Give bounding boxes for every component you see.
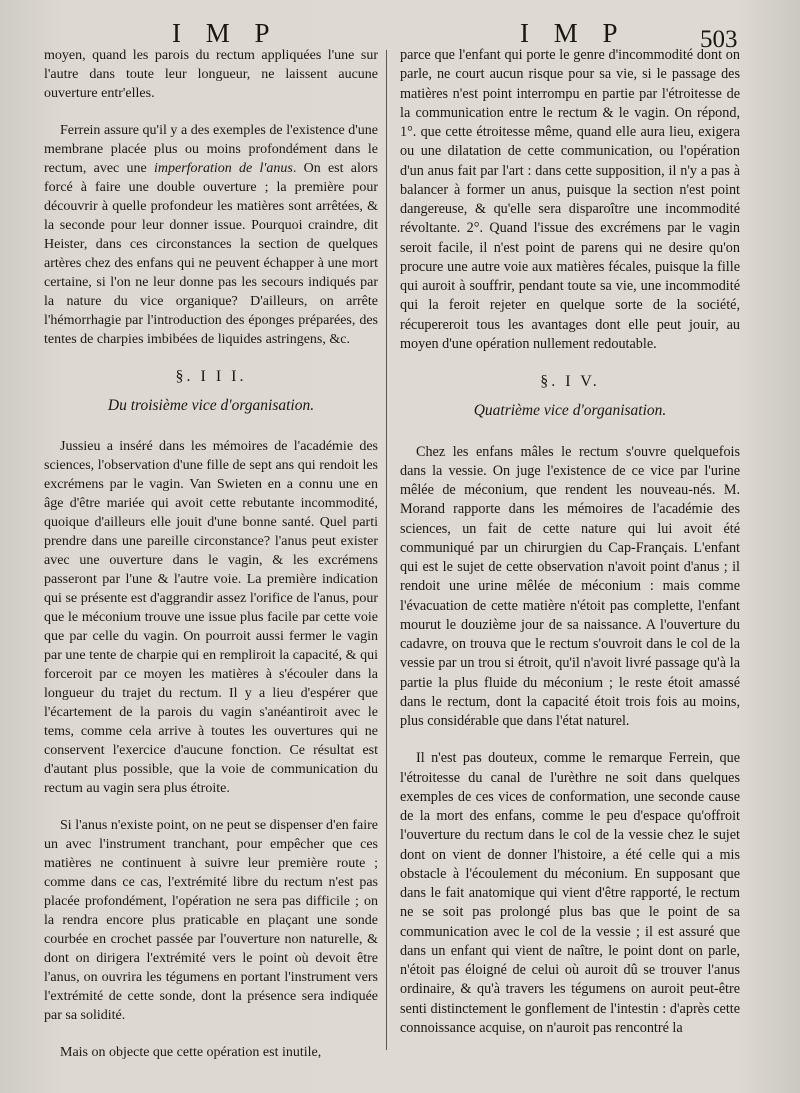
paragraph: moyen, quand les parois du rectum appliquées l'une sur l'autre dans toute leur longueur, ne laissent aucune ouverture entr'elles. (44, 48, 378, 101)
paragraph: Il n'est pas douteux, comme le remarque Ferrein, que l'étroitesse du canal de l'urèthre ne soit dans quelques exemples de ces vices de conformation, une seconde cause de la mort des enfans, comme le peu d'espace qu'offroit l'ouverture du rectum dans le col de la vessie chez le sujet dont on vient de donner l'histoire, a été celle qui a mis obstacle à l'écoulement du méconium. En supposant que dans le fait anatomique qui vient d'être rapporté, le rectum ne se soit pas prolongé plus bas que le point de sa communication avec le col de la vessie ; il est assuré que dans un enfant qui vient de naître, le point dont on parle, n'étoit pas éloigné de celui où auroit dû se trouver l'anus ordinaire, & qu'à travers les tégumens on auroit peut-être senti distinctement le gonflement de l'intestin : d'après cette connoissance acquise, on n'auroit pas rencontré la (400, 750, 740, 1036)
right-column (400, 46, 740, 1056)
section-number: §. I V. (540, 373, 600, 390)
running-head-left: I M P (172, 18, 279, 48)
paragraph: Si l'anus n'existe point, on ne peut se dispenser d'en faire un avec l'instrument tranchant, pour empêcher que ces matières ne continuent à suivre leur première route ; comme dans ce cas, l'extrémité libre du rectum n'est pas placée profondément, l'opération ne sera pas difficile ; on la rendra encore plus praticable en plaçant une sonde courbée en crochet passée par l'ouverture non naturelle, & dont on dirigera l'extrémité vers le point où devoit être l'anus, on ouvrira les tégumens en portant l'instrument vers l'extrémité de cette sonde, dont la présence sera indiquée par sa solidité. (44, 818, 378, 1023)
paragraph: Ferrein assure qu'il y a des exemples de l'existence d'une membrane placée plus ou moins profondément dans le rectum, avec une imperforation de l'anus. On est alors forcé à faire une double ouverture ; la première pour découvrir à quelle profondeur les matières sont arrêtées, & la seconde pour leur donner issue. Pourquoi craindre, dit Heister, dans ces circonstances la section de quelques artères chez des enfans qui ne peuvent échapper à une mort certaine, si l'on ne leur donne pas les secours indiqués par la nature du vice organique? D'ailleurs, on arrête l'hémorrhagie par l'introduction des éponges préparées, des tentes de charpies imbibées de liquides astringens, &c. (44, 123, 378, 347)
column-divider (386, 50, 387, 1050)
page-number: 503 (700, 26, 738, 53)
section-title: Du troisième vice d'organisation. (107, 397, 315, 414)
emphasis: imperforation de l'anus (154, 161, 293, 176)
section-title: Quatrième vice d'organisation. (473, 402, 667, 420)
section-number: §. I I I. (175, 368, 247, 385)
paragraph: parce que l'enfant qui porte le genre d'incommodité dont on parle, ne court aucun risque pour sa vie, si le passage des matières n'est point interrompu en partie par l'étroitesse de la communication entre le rectum & le vagin. On répond, 1°. que cette étroitesse même, quand elle aura lieu, exigera ou une dilatation de cette communication, ou l'opération d'un anus fait par l'art : dans cette supposition, il n'y a pas à balancer à former un anus, puisque la section n'est point dangereuse, & qu'elle sera disparoître une incommodité révoltante. 2°. Quand l'issue des excrémens par le vagin seroit facile, il n'est point de parens qui ne desire qu'on procure une autre voie aux matières fécales, puisque la fille qui auroit à souffrir, pendant toute sa vie, une incommodité qui la feroit rejeter en quelque sorte de la société, récupereroit tous les avantages dont elle peut jouir, au moyen d'une opération nullement redoutable. (400, 47, 740, 352)
running-head-right: I M P (520, 18, 627, 48)
paragraph: Jussieu a inséré dans les mémoires de l'académie des sciences, l'observation d'une fille de sept ans qui rendoit les excrémens par le vagin. Van Swieten en a connu une en âge d'être mariée qui avoit cette rebutante incommodité, quoique d'ailleurs elle jouit d'une bonne santé. Quel parti prendre dans une pareille circonstance? l'anus peut exister avec une ouverture dans le vagin, & les excrémens passeront par l'une & l'autre voie. La première indication qui se présente est d'aggrandir assez l'orifice de l'anus, pour que le méconium trouve une issue plus facile par cette voie que par celle du vagin. On pourroit aussi fermer le vagin par une tente de charpie qui en rempliroit la capacité, & qui forceroit par ce moyen les matières à s'écouler dans la longueur du trajet du rectum. Il y a lieu d'espérer que l'écartement de la parois du vagin s'anéantiroit avec le tems, comme cela arrive à toutes les ouvertures qui ne conservent l'exercice d'aucune fonction. Ce résultat est d'autant plus possible, que la voie de communication du rectum au vagin sera plus étroite. (44, 439, 378, 796)
left-column (44, 46, 378, 1080)
paragraph: Mais on objecte que cette opération est inutile, (60, 1045, 322, 1060)
paragraph: Chez les enfans mâles le rectum s'ouvre quelquefois dans la vessie. On juge l'existence de ce vice par l'urine mêlée de méconium, que rendent les nouveau-nés. M. Morand rapporte dans les mémoires de l'académie des sciences, un fait de cette nature qui lui avoit été communiqué par un chirurgien du Cap-Français. L'enfant qui est le sujet de cette observation n'avoit point d'anus ; il rendoit une urine mêlée de méconium : mais comme l'évacuation de cette matière n'étoit pas complette, l'enfant mourut le douzième jour de sa naissance. A l'ouverture du cadavre, on trouva que le rectum s'ouvroit dans le col de la vessie par un trou si étroit, qu'il n'avoit livré passage qu'à la partie la plus fluide du méconium ; le reste étoit amassé dans le rectum, dont la capacité étoit trois fois au moins, plus considérable que dans l'état naturel. (400, 443, 740, 729)
